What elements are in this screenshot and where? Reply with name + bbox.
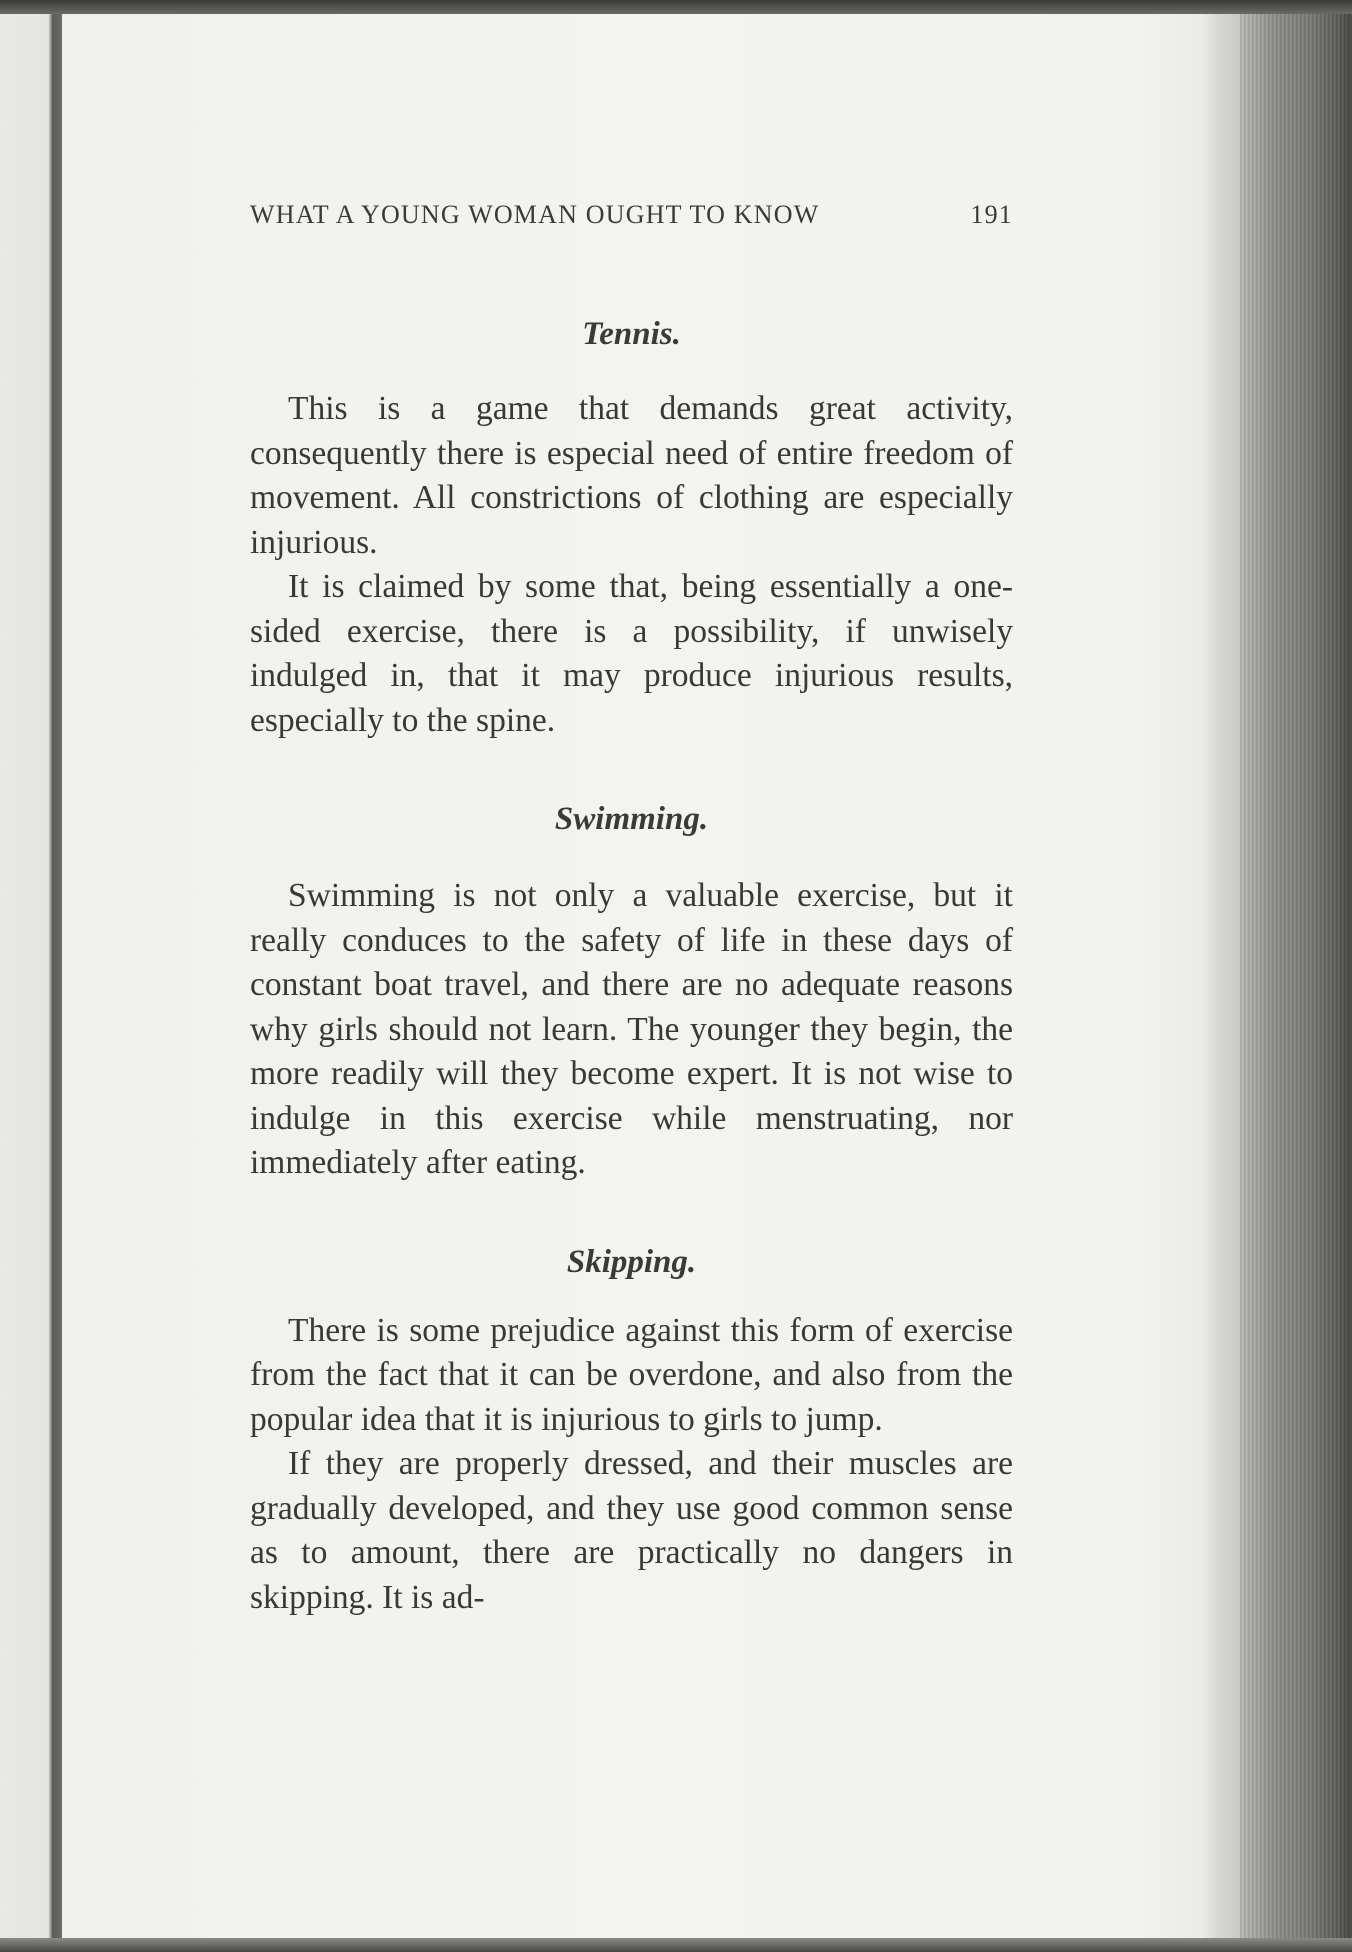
- section-heading-swimming: Swimming.: [554, 801, 709, 837]
- paragraph: If they are properly dressed, and their muscles are gradually developed, and they use good common sense as to amount, there are practically no dangers in skipping. It is ad-: [250, 1445, 1013, 1616]
- page-text: [250, 200, 1013, 1620]
- page-gutter: [1200, 0, 1240, 1952]
- facing-page-edge: [0, 0, 62, 1952]
- paragraph: There is some prejudice against this form of exercise from the fact that it can be overdone, and also from the popular idea that it is injurious to girls to jump.: [250, 1311, 1013, 1438]
- page-number: 191: [970, 200, 1013, 229]
- book-page-edges: [1240, 0, 1352, 1952]
- running-head: [250, 200, 1013, 244]
- paragraph: It is claimed by some that, being essentially a one-sided exercise, there is a possibility, if unwisely indulged in, that it may produce injurious results, especially to the spine.: [250, 568, 1013, 739]
- section-heading-skipping: Skipping.: [566, 1243, 697, 1280]
- section-heading-tennis: Tennis.: [582, 316, 681, 352]
- running-title: WHAT A YOUNG WOMAN OUGHT TO KNOW: [250, 200, 820, 229]
- bottom-shadow: [0, 1938, 1352, 1952]
- paragraph: Swimming is not only a valuable exercise, but it really conduces to the safety of life in these days of constant boat travel, and there are no adequate reasons why girls should not learn. The younger they begin, the more readily will they become expert. It is not wise to indulge in this exercise while menstruating, nor immediately after eating.: [250, 877, 1013, 1181]
- paragraph: This is a game that demands great activity, consequently there is especial need of entire freedom of movement. All constrictions of clothing are especially injurious.: [250, 390, 1013, 561]
- top-shadow: [0, 0, 1352, 14]
